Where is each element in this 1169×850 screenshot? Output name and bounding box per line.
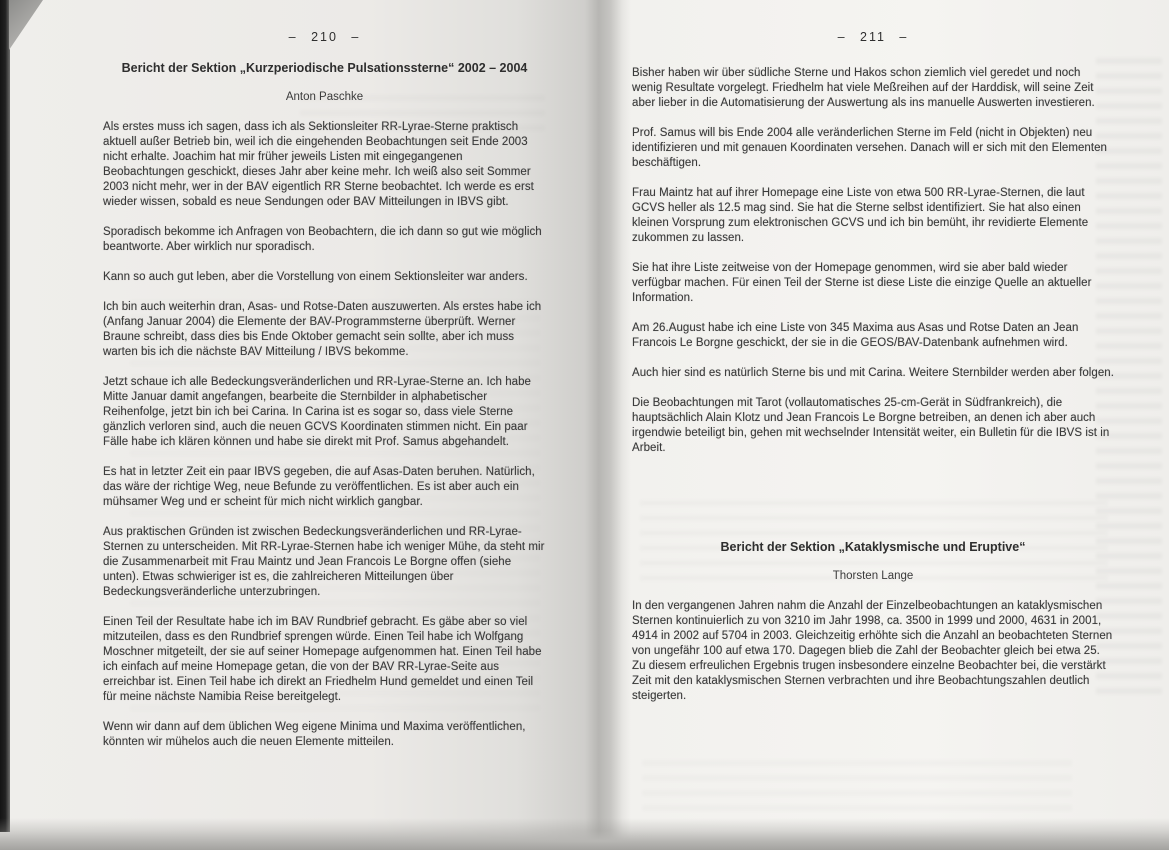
paragraph: Aus praktischen Gründen ist zwischen Bedeckungsveränderlichen und RR-Lyrae-Sternen zu unterscheiden. Mit RR-Lyrae-Sternen habe ich weniger Mühe, da steht mir die Zusammenarbeit mit Frau Maintz und Jean Francois Le Borgne offen (siehe unten). Etwas schwieriger ist es, die zahlreicheren Mitteilungen über Bedeckungsveränderliche unterzubringen. <box>103 526 545 598</box>
page-number: – 210 – <box>288 30 361 44</box>
scan-edge-strip <box>0 0 10 832</box>
page-number: – 211 – <box>837 30 909 44</box>
page-211 <box>632 30 1114 719</box>
author-name: Anton Paschke <box>285 91 364 103</box>
paragraph: Sie hat ihre Liste zeitweise von der Homepage genommen, wird sie aber bald wieder verfügbar machen. Für einen Teil der Sterne ist diese Liste die einzige Quelle an aktueller Information. <box>632 262 1092 304</box>
paragraph: Frau Maintz hat auf ihrer Homepage eine Liste von etwa 500 RR-Lyrae-Sternen, die laut GCVS heller als 12.5 mag sind. Sie hat die Sterne selbst identifiziert. Sie hat also einen kleinen Vorsprung zum elektronischen GCVS und ich bin bemüht, ihr revidierte Elemente zukommen zu lassen. <box>632 187 1089 244</box>
scan-bottom-shadow <box>0 818 1169 850</box>
book-gutter-shadow <box>585 0 631 850</box>
paragraph: Auch hier sind es natürlich Sterne bis und mit Carina. Weitere Sternbilder werden aber folgen. <box>632 367 1114 379</box>
page-210 <box>103 30 546 765</box>
section-report-title: Bericht der Sektion „Kurzperiodische Pulsationssterne“ 2002 – 2004 <box>121 61 528 75</box>
section-report-title: Bericht der Sektion „Kataklysmische und Eruptive“ <box>720 540 1026 554</box>
paragraph: In den vergangenen Jahren nahm die Anzahl der Einzelbeobachtungen an kataklysmischen Sternen kontinuierlich zu von 3210 im Jahr 1998, ca. 3500 in 1999 und 2000, 4631 in 2001, 4914 in 2002 auf 5704 in 2003. Gleichzeitig erhöhte sich die Anzahl an beobachteten Sternen von ungefähr 100 auf etwa 170. Dagegen blieb die Zahl der Beobachter gleich bei etwa 25. Zu diesem erfreulichen Ergebnis trugen insbesondere einzelne Beobachter bei, die verstärkt Zeit mit den kataklysmischen Sternen verbrachten und ihre Beobachtungszahlen deutlich steigerten. <box>632 600 1113 702</box>
paragraph: Ich bin auch weiterhin dran, Asas- und Rotse-Daten auszuwerten. Als erstes habe ich (Anfang Januar 2004) die Elemente der BAV-Programmsterne überprüft. Werner Braune schreibt, dass dies bis Ende Oktober gemacht sein sollte, aber ich muss warten bis ich die nächste BAV Mitteilung / IBVS bekomme. <box>103 301 542 358</box>
paragraph: Sporadisch bekomme ich Anfragen von Beobachtern, die ich dann so gut wie möglich beantworte. Aber wirklich nur sporadisch. <box>103 226 542 253</box>
paragraph: Als erstes muss ich sagen, dass ich als Sektionsleiter RR-Lyrae-Sterne praktisch aktuell außer Betrieb bin, weil ich die eingehenden Beobachtungen seit Ende 2003 nicht erhalte. Joachim hat mir früher jeweils Listen mit eingegangenen Beobachtungen geschickt, dieses Jahr aber keine mehr. Ich weiß also seit Sommer 2003 nicht mehr, wer in der BAV eigentlich RR Sterne beobachtet. Ich werde es erst wieder wissen, sobald es neue Sendungen oder BAV Mitteilungen in IBVS gibt. <box>103 121 534 208</box>
paragraph: Prof. Samus will bis Ende 2004 alle veränderlichen Sterne im Feld (nicht in Objekten) neu identifizieren und mit genauen Koordinaten versehen. Danach will er sich mit den Elementen beschäftigen. <box>632 127 1107 169</box>
paragraph: Wenn wir dann auf dem üblichen Weg eigene Minima und Maxima veröffentlichen, könnten wir mühelos auch die neuen Elemente mitteilen. <box>103 721 526 748</box>
paragraph: Jetzt schaue ich alle Bedeckungsveränderlichen und RR-Lyrae-Sterne an. Ich habe Mitte Januar damit angefangen, bearbeite die Sternbilder in alphabetischer Reihenfolge, jetzt bin ich bei Carina. In Carina ist es sogar so, dass viele Sterne gänzlich verloren sind, auch die neuen GCVS Koordinaten stimmen nicht. Ein paar Fälle habe ich klären können und habe sie direkt mit Prof. Samus abgehandelt. <box>103 376 531 448</box>
paragraph: Einen Teil der Resultate habe ich im BAV Rundbrief gebracht. Es gäbe aber so viel mitzuteilen, dass es den Rundbrief sprengen würde. Einen Teil habe ich Wolfgang Moschner mitgeteilt, der sie auf seiner Homepage aufgenommen hat. Einen Teil habe ich einfach auf meine Homepage getan, die von der BAV RR-Lyrae-Seite aus erreichbar ist. Einen Teil habe ich direkt an Friedhelm Hund gemeldet und einen Teil für meine nächste Namibia Reise bereitgelegt. <box>103 616 542 703</box>
paragraph: Es hat in letzter Zeit ein paar IBVS gegeben, die auf Asas-Daten beruhen. Natürlich, das wäre der richtige Weg, neue Befunde zu veröffentlichen. Es ist aber auch ein mühsamer Weg und er scheint für mich nicht wirklich gangbar. <box>103 466 535 508</box>
paragraph: Am 26.August habe ich eine Liste von 345 Maxima aus Asas und Rotse Daten an Jean Francois Le Borgne geschickt, der sie in die GEOS/BAV-Datenbank aufnehmen wird. <box>632 322 1079 349</box>
paragraph: Die Beobachtungen mit Tarot (vollautomatisches 25-cm-Gerät in Südfrankreich), die hauptsächlich Alain Klotz und Jean Francois Le Borgne betreiben, an denen ich aber auch irgendwie beteiligt bin, gehen mit wechselnder Intensität weiter, ein Bulletin für die IBVS ist in Arbeit. <box>632 397 1110 454</box>
paragraph: Kann so auch gut leben, aber die Vorstellung von einem Sektionsleiter war anders. <box>103 271 528 283</box>
paragraph: Bisher haben wir über südliche Sterne und Hakos schon ziemlich viel geredet und noch wenig Resultate vorgelegt. Friedhelm hat viele Meßreihen auf der Harddisk, will seine Zeit aber lieber in die Automatisierung der Auswertung als ins manuelle Auswerten investieren. <box>632 67 1095 109</box>
author-name: Thorsten Lange <box>832 570 914 582</box>
